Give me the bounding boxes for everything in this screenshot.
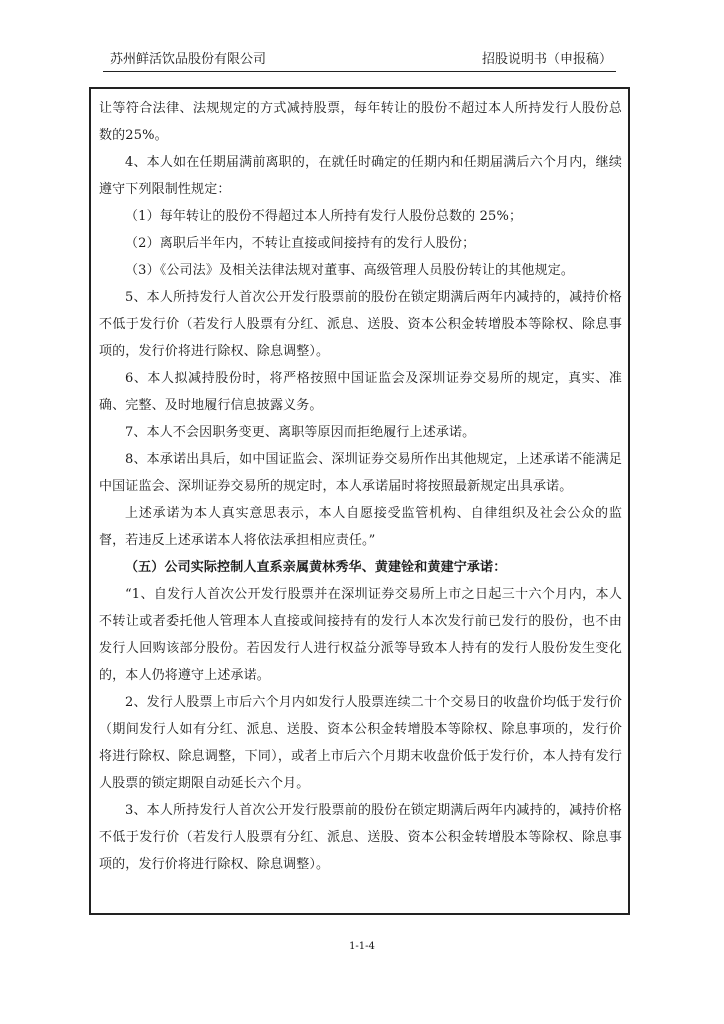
paragraph: 7、本人不会因职务变更、离职等原因而拒绝履行上述承诺。: [125, 425, 476, 440]
paragraph: 2、发行人股票上市后六个月内如发行人股票连续二十个交易日的收盘价均低于发行价（期间发行人如有分红、派息、送股、资本公积金转增股本等除权、除息事项的，发行价将进行除权、除息调整，下同），或者上市后六个月期末收盘价低于发行价，本人持有发行人股票的锁定期限自动延长六个月。: [99, 695, 622, 791]
paragraph: 上述承诺为本人真实意思表示，本人自愿接受监管机构、自律组织及社会公众的监督，若违反上述承诺本人将依法承担相应责任。”: [99, 506, 622, 548]
company-name: 苏州鲜活饮品股份有限公司: [110, 52, 267, 67]
paragraph: 让等符合法律、法规规定的方式减持股票，每年转让的股份不超过本人所持发行人股份总数的25%。: [99, 101, 622, 143]
content-frame: [89, 87, 630, 915]
header-divider: [103, 71, 616, 72]
document-type: 招股说明书（申报稿）: [481, 52, 612, 67]
section-heading: （五）公司实际控制人直系亲属黄林秀华、黄建铨和黄建宁承诺：: [125, 560, 507, 575]
paragraph: （3）《公司法》及相关法律法规对董事、高级管理人员股份转让的其他规定。: [125, 263, 575, 278]
paragraph: （1）每年转让的股份不得超过本人所持有发行人股份总数的 25%；: [125, 209, 523, 224]
paragraph: 8、本承诺出具后，如中国证监会、深圳证券交易所作出其他规定，上述承诺不能满足中国证监会、深圳证券交易所的规定时，本人承诺届时将按照最新规定出具承诺。: [99, 452, 622, 494]
paragraph: 3、本人所持发行人首次公开发行股票前的股份在锁定期满后两年内减持的，减持价格不低于发行价（若发行人股票有分红、派息、送股、资本公积金转增股本等除权、除息事项的，发行价将进行除权、除息调整）。: [99, 803, 622, 872]
paragraph: 6、本人拟减持股份时，将严格按照中国证监会及深圳证券交易所的规定，真实、准确、完整、及时地履行信息披露义务。: [99, 371, 622, 413]
paragraph: 5、本人所持发行人首次公开发行股票前的股份在锁定期满后两年内减持的，减持价格不低于发行价（若发行人股票有分红、派息、送股、资本公积金转增股本等除权、除息事项的，发行价将进行除权、除息调整）。: [99, 290, 622, 359]
paragraph: 4、本人如在任期届满前离职的，在就任时确定的任期内和任期届满后六个月内，继续遵守下列限制性规定：: [99, 155, 622, 197]
paragraph: （2）离职后半年内，不转让直接或间接持有的发行人股份；: [125, 236, 476, 251]
document-body: [99, 95, 622, 878]
page-number: 1-1-4: [349, 941, 375, 952]
page-header: [103, 49, 616, 71]
paragraph: “1、自发行人首次公开发行股票并在深圳证券交易所上市之日起三十六个月内，本人不转让或者委托他人管理本人直接或间接持有的发行人本次发行前已发行的股份，也不由发行人回购该部分股份。若因发行人进行权益分派等导致本人持有的发行人股份发生变化的，本人仍将遵守上述承诺。: [99, 587, 622, 683]
